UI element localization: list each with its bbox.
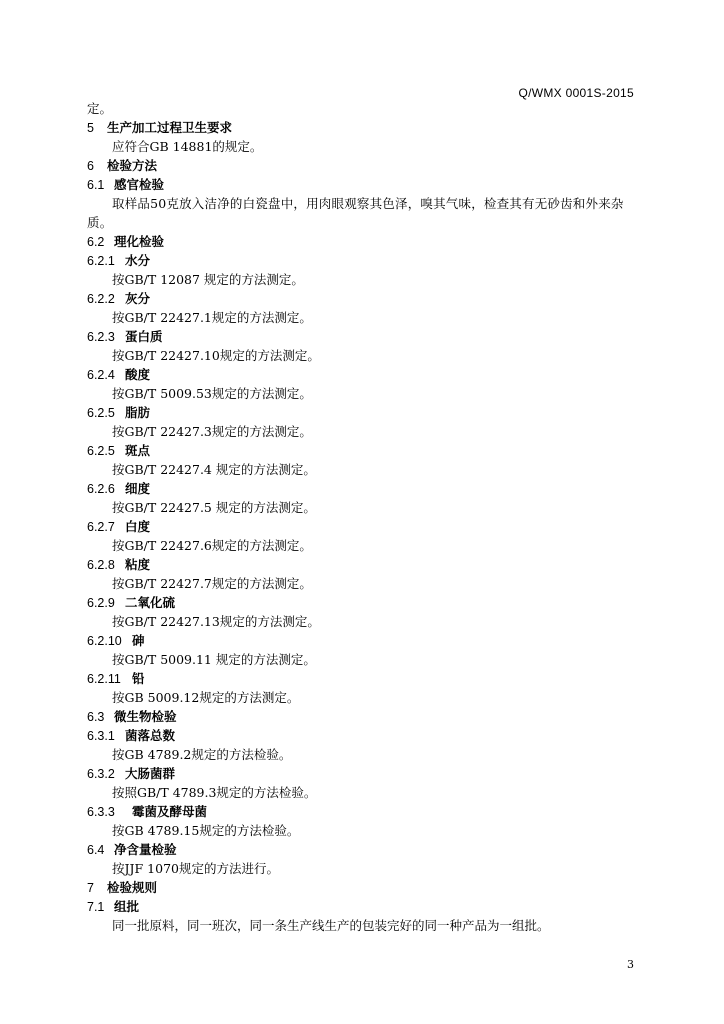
body-line: 按GB/T 22427.13规定的方法测定。 (112, 614, 320, 629)
body-line: 按GB 4789.2规定的方法检验。 (112, 747, 292, 762)
section-heading (87, 669, 637, 688)
section-heading (87, 593, 637, 612)
section-number: 6.2.1 (87, 254, 115, 268)
section-number: 6.2.11 (87, 672, 121, 686)
body-line: 按照GB/T 4789.3规定的方法检验。 (112, 785, 317, 800)
section-heading (87, 365, 637, 384)
section-title: 感官检验 (114, 177, 165, 192)
section-number: 6.2.8 (87, 558, 115, 572)
section-title: 理化检验 (114, 234, 165, 249)
section-title: 脂肪 (125, 405, 151, 420)
section-number: 6 (87, 159, 94, 173)
section-number: 6.2.6 (87, 482, 115, 496)
section-heading (87, 156, 637, 175)
section-number: 6.2.5 (87, 444, 115, 458)
section-title: 砷 (132, 633, 145, 648)
body-line: 按GB/T 5009.53规定的方法测定。 (112, 386, 312, 401)
section-heading (87, 764, 637, 783)
section-title: 斑点 (125, 443, 151, 458)
section-title: 蛋白质 (125, 329, 163, 344)
section-title: 生产加工过程卫生要求 (107, 120, 233, 135)
section-number: 6.2 (87, 235, 105, 249)
section-number: 6.2.9 (87, 596, 115, 610)
section-heading (87, 403, 637, 422)
section-title: 检验规则 (107, 880, 158, 895)
continuation-line: 定。 (87, 101, 113, 116)
body-line: 按GB/T 5009.11 规定的方法测定。 (112, 652, 316, 667)
section-heading (87, 840, 637, 859)
section-number: 6.3.2 (87, 767, 115, 781)
section-number: 6.3.3 (87, 805, 115, 819)
section-heading (87, 802, 637, 821)
section-title: 大肠菌群 (125, 766, 176, 781)
section-title: 菌落总数 (125, 728, 176, 743)
body-line: 按GB 5009.12规定的方法测定。 (112, 690, 300, 705)
body-line: 按GB/T 22427.10规定的方法测定。 (112, 348, 320, 363)
section-heading (87, 726, 637, 745)
body-line: 按GB 4789.15规定的方法检验。 (112, 823, 300, 838)
section-number: 6.2.2 (87, 292, 115, 306)
paragraph: 取样品50克放入洁净的白瓷盘中，用肉眼观察其色泽，嗅其气味，检查其有无砂齿和外来杂质。 (87, 196, 624, 230)
section-title: 霉菌及酵母菌 (132, 804, 208, 819)
section-heading (87, 289, 637, 308)
section-title: 粘度 (125, 557, 151, 572)
section-title: 水分 (125, 253, 151, 268)
body-line: 按GB/T 22427.1规定的方法测定。 (112, 310, 312, 325)
section-number: 6.1 (87, 178, 105, 192)
section-heading (87, 232, 637, 251)
section-number: 5 (87, 121, 94, 135)
body-line: 同一批原料，同一班次，同一条生产线生产的包装完好的同一种产品为一组批。 (112, 918, 550, 933)
section-title: 组批 (114, 899, 140, 914)
section-heading (87, 441, 637, 460)
section-heading (87, 479, 637, 498)
section-number: 6.2.7 (87, 520, 115, 534)
section-heading (87, 555, 637, 574)
section-heading (87, 517, 637, 536)
section-heading (87, 631, 637, 650)
section-heading (87, 327, 637, 346)
section-heading (87, 897, 637, 916)
body-line: 按JJF 1070规定的方法进行。 (112, 861, 279, 876)
document-code: Q/WMX 0001S-2015 (518, 86, 634, 100)
section-number: 6.2.10 (87, 634, 122, 648)
section-title: 白度 (125, 519, 151, 534)
section-heading (87, 251, 637, 270)
section-title: 细度 (125, 481, 151, 496)
body-line: 按GB/T 12087 规定的方法测定。 (112, 272, 304, 287)
section-number: 6.3.1 (87, 729, 115, 743)
section-number: 6.4 (87, 843, 105, 857)
section-heading (87, 175, 637, 194)
section-title: 铅 (132, 671, 145, 686)
section-title: 微生物检验 (114, 709, 177, 724)
section-title: 灰分 (125, 291, 151, 306)
section-title: 酸度 (125, 367, 151, 382)
section-number: 6.2.4 (87, 368, 115, 382)
section-title: 净含量检验 (114, 842, 177, 857)
page-number: 3 (627, 958, 634, 971)
section-number: 7 (87, 881, 94, 895)
section-title: 检验方法 (107, 158, 158, 173)
body-line: 按GB/T 22427.7规定的方法测定。 (112, 576, 312, 591)
body-line: 按GB/T 22427.6规定的方法测定。 (112, 538, 312, 553)
section-number: 6.2.5 (87, 406, 115, 420)
body-line: 应符合GB 14881的规定。 (112, 139, 263, 154)
section-title: 二氧化硫 (125, 595, 176, 610)
document-body (87, 99, 637, 935)
section-number: 7.1 (87, 900, 105, 914)
body-line: 按GB/T 22427.5 规定的方法测定。 (112, 500, 316, 515)
section-heading (87, 707, 637, 726)
section-heading (87, 118, 637, 137)
body-line: 按GB/T 22427.3规定的方法测定。 (112, 424, 312, 439)
section-number: 6.2.3 (87, 330, 115, 344)
section-heading (87, 878, 637, 897)
body-line: 按GB/T 22427.4 规定的方法测定。 (112, 462, 316, 477)
section-number: 6.3 (87, 710, 105, 724)
